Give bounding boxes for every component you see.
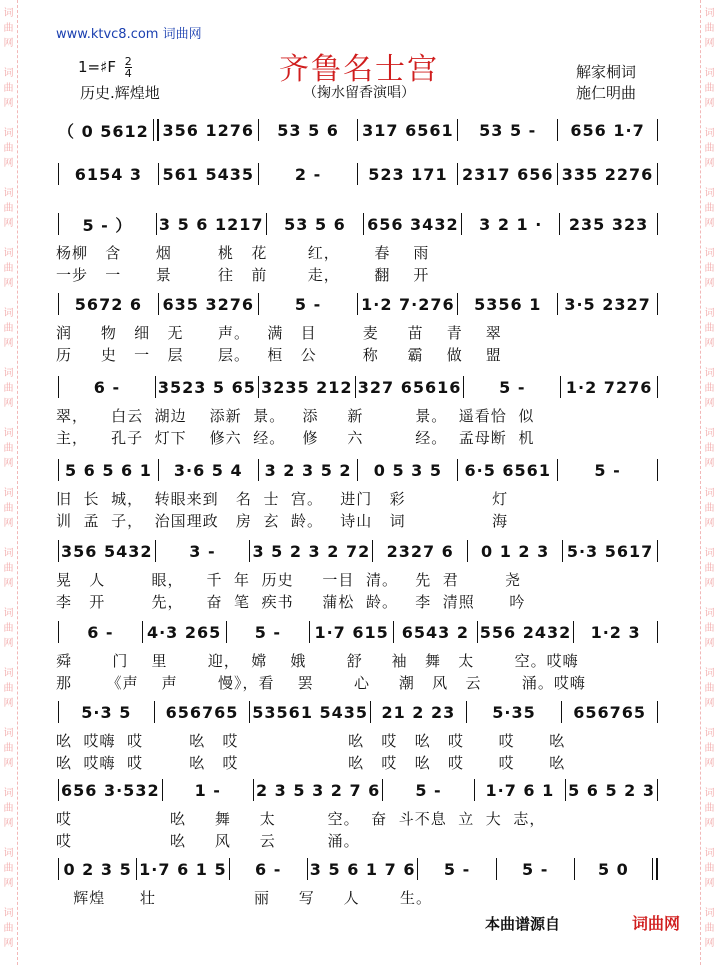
lyric-line-1: 旧 长 城， 转眼来到 名 士 宫。 进门 彩 灯 — [56, 490, 509, 508]
measure: 6 - — [87, 622, 114, 642]
barline — [253, 779, 254, 801]
measure: 1 - — [194, 780, 221, 800]
measure: 1·2 3 — [590, 622, 641, 642]
barline — [657, 459, 658, 481]
measure: 5 - ） — [82, 215, 133, 235]
barline — [382, 779, 383, 801]
barline — [557, 119, 558, 141]
measure: 5·35 — [492, 702, 536, 722]
measure: 6 - — [93, 377, 121, 397]
watermark-mark: 词 曲 网 — [3, 188, 14, 229]
barline — [557, 163, 558, 185]
barline — [477, 621, 478, 643]
barline — [657, 293, 658, 315]
watermark-mark: 词 曲 网 — [3, 68, 14, 109]
barline — [58, 213, 59, 235]
measure: 3 - — [189, 541, 216, 561]
watermark-right — [700, 0, 718, 965]
measure: 6 - — [255, 859, 282, 879]
measure: 3·5 2327 — [564, 294, 651, 314]
tempo-marking: 历史.辉煌地 — [80, 84, 160, 102]
lyric-line-1: 润 物 细 无 声。 满 目 麦 苗 青 翠 — [56, 324, 502, 342]
barline — [136, 858, 137, 880]
barline — [249, 540, 250, 562]
barline — [370, 701, 371, 723]
barline — [162, 779, 163, 801]
watermark-mark: 词 曲 网 — [3, 608, 14, 649]
measure: 5 - — [499, 377, 526, 397]
barline — [463, 376, 464, 398]
barline — [457, 459, 458, 481]
barline — [58, 621, 59, 643]
footer-logo[interactable]: 词曲网 — [632, 914, 681, 933]
barline — [657, 621, 658, 643]
barline — [561, 701, 562, 723]
barline — [457, 119, 458, 141]
watermark-mark: 词 曲 网 — [704, 128, 715, 169]
measure: 1·7 6 1 5 — [139, 859, 227, 879]
measure: 5·3 5617 — [566, 541, 654, 561]
watermark-mark: 词 曲 网 — [3, 428, 14, 469]
measure: 356 1276 — [162, 120, 254, 140]
staff-notes — [56, 373, 660, 401]
measure: （ 0 5612 — [58, 121, 149, 141]
barline — [652, 858, 658, 880]
measure: 5 - — [443, 859, 471, 879]
barline — [574, 858, 575, 880]
barline — [249, 701, 250, 723]
measure: 3·6 5 4 — [173, 460, 243, 480]
barline — [557, 459, 558, 481]
composer: 施仁明曲 — [576, 84, 637, 102]
watermark-mark: 词 曲 网 — [3, 8, 14, 49]
measure: 4·3 265 — [146, 622, 222, 642]
lyric-line-1: 舜 门 里 迎， 嫦 娥 舒 袖 舞 太 空。哎嗨 — [56, 652, 579, 670]
watermark-mark: 词 曲 网 — [704, 188, 715, 229]
measure: 556 2432 — [479, 622, 572, 642]
measure: 1·2 7·276 — [361, 294, 455, 314]
barline — [393, 621, 394, 643]
barline — [266, 213, 267, 235]
measure: 6543 2 — [401, 622, 469, 642]
lyric-line-2: 主， 孔子 灯下 修六 经。 修 六 经。 孟母断 机 — [56, 429, 535, 447]
watermark-mark: 词 曲 网 — [3, 248, 14, 289]
measure: 2327 6 — [386, 541, 454, 561]
lyric-line-1: 杨柳 含 烟 桃 花 红， 春 雨 — [56, 244, 430, 262]
barline — [58, 779, 59, 801]
watermark-mark: 词 曲 网 — [704, 548, 715, 589]
barline — [372, 540, 373, 562]
measure: 5·3 5 — [81, 702, 132, 722]
lyric-line-2: 哎 吆 风 云 涌。 — [56, 832, 360, 850]
staff-line — [56, 210, 660, 238]
staff-notes — [56, 618, 660, 646]
measure: 5 - — [294, 294, 322, 314]
watermark-mark: 词 曲 网 — [704, 908, 715, 949]
watermark-mark: 词 曲 网 — [3, 908, 14, 949]
measure: 1·7 6 1 — [485, 780, 555, 800]
staff-notes — [56, 210, 660, 238]
watermark-mark: 词 曲 网 — [704, 608, 715, 649]
measure: 317 6561 — [362, 120, 454, 140]
singer: （掬水留香演唱） — [303, 85, 415, 101]
watermark-mark: 词 曲 网 — [3, 728, 14, 769]
measure: 53 5 6 — [284, 214, 346, 234]
measure: 5 0 — [597, 859, 629, 879]
barline — [417, 858, 418, 880]
watermark-mark: 词 曲 网 — [3, 488, 14, 529]
site-url[interactable] — [56, 23, 202, 42]
measure: 656765 — [573, 702, 647, 722]
barline — [155, 376, 156, 398]
lyric-line-2: 李 开 先， 奋 笔 疾书 蒲松 龄。 李 清照 吟 — [56, 593, 526, 611]
staff-notes — [56, 698, 660, 726]
measure: 3235 212 — [261, 377, 353, 397]
measure: 561 5435 — [162, 164, 254, 184]
watermark-mark: 词 曲 网 — [704, 308, 715, 349]
measure: 656 3432 — [367, 214, 459, 234]
measure: 2 3 5 3 2 7 6 — [255, 780, 381, 800]
measure: 3523 5 65 — [157, 377, 256, 397]
measure: 523 171 — [368, 164, 448, 184]
measure: 3 5 6 1217 — [158, 214, 264, 234]
staff-line — [56, 698, 660, 726]
measure: 235 323 — [568, 214, 649, 234]
staff-line — [56, 116, 660, 144]
watermark-mark: 词 曲 网 — [3, 548, 14, 589]
measure: 1·7 615 — [314, 622, 389, 642]
barline — [357, 293, 358, 315]
barline — [142, 621, 143, 643]
staff-line — [56, 373, 660, 401]
key-signature — [78, 56, 132, 79]
measure: 21 2 23 — [381, 702, 456, 722]
lyric-line-1: 翠， 白云 湖边 添新 景。 添 新 景。 遥看恰 似 — [56, 407, 535, 425]
measure: 6·5 6561 — [464, 460, 551, 480]
time-top: 2 — [124, 55, 132, 68]
barline — [573, 621, 574, 643]
barline — [457, 293, 458, 315]
barline — [58, 459, 59, 481]
lyric-line-2: 那 《声 声 慢》，看 罢 心 潮 风 云 涌。哎嗨 — [56, 674, 586, 692]
staff-line — [56, 776, 660, 804]
barline — [565, 779, 566, 801]
barline — [58, 540, 59, 562]
lyric-line-1: 辉煌 壮 丽 写 人 生。 — [56, 889, 433, 907]
lyric-line-1: 哎 吆 舞 太 空。 奋 斗不息 立 大 志， — [56, 810, 546, 828]
barline — [154, 701, 155, 723]
staff-notes — [56, 456, 660, 484]
barline — [357, 119, 358, 141]
watermark-mark: 词 曲 网 — [704, 788, 715, 829]
measure: 0 1 2 3 — [481, 541, 550, 561]
barline — [557, 293, 558, 315]
measure: 2 - — [294, 164, 322, 184]
barline — [466, 701, 467, 723]
barline — [657, 119, 658, 141]
lyricist: 解家桐词 — [576, 63, 637, 81]
barline — [153, 119, 159, 141]
measure: 2317 656 — [461, 164, 554, 184]
watermark-mark: 词 曲 网 — [704, 368, 715, 409]
measure: 3 2 3 5 2 — [264, 460, 352, 480]
measure: 0 2 3 5 — [63, 859, 132, 879]
barline — [657, 163, 658, 185]
watermark-mark: 词 曲 网 — [704, 668, 715, 709]
lyric-line-2: 历 史 一 层 层。 桓 公 称 霸 做 盟 — [56, 346, 502, 364]
lyric-line-1: 吆 哎嗨 哎 吆 哎 吆 哎 吆 哎 哎 吆 — [56, 732, 566, 750]
barline — [58, 376, 59, 398]
measure: 656 3·532 — [61, 780, 160, 800]
staff-line — [56, 456, 660, 484]
barline — [560, 376, 561, 398]
watermark-mark: 词 曲 网 — [704, 8, 715, 49]
barline — [258, 119, 259, 141]
measure: 1·2 7276 — [565, 377, 653, 397]
barline — [158, 459, 159, 481]
measure: 53 5 - — [479, 120, 537, 140]
site-name[interactable]: 词曲网 — [162, 27, 202, 42]
barline — [474, 779, 475, 801]
staff-line — [56, 290, 660, 318]
barline — [457, 163, 458, 185]
staff-notes — [56, 290, 660, 318]
key-text: 1=♯F — [78, 58, 116, 76]
measure: 5 - — [522, 859, 549, 879]
lyric-line-2: 训 孟 子， 治国理政 房 玄 龄。 诗山 词 海 — [56, 512, 509, 530]
staff-line — [56, 855, 660, 883]
staff-notes — [56, 855, 660, 883]
measure: 53 5 6 — [277, 120, 339, 140]
watermark-mark: 词 曲 网 — [704, 728, 715, 769]
measure: 656765 — [165, 702, 239, 722]
barline — [657, 540, 658, 562]
measure: 5 - — [254, 622, 282, 642]
measure: 5 - — [594, 460, 621, 480]
measure: 53561 5435 — [252, 702, 369, 722]
barline — [58, 701, 59, 723]
staff-line — [56, 537, 660, 565]
measure: 5356 1 — [474, 294, 542, 314]
time-signature — [125, 56, 132, 79]
barline — [355, 376, 356, 398]
barline — [156, 213, 157, 235]
barline — [229, 858, 230, 880]
watermark-mark: 词 曲 网 — [704, 248, 715, 289]
staff-notes — [56, 116, 660, 144]
barline — [357, 163, 358, 185]
lyric-line-2: 一步 一 景 往 前 走， 翻 开 — [56, 266, 430, 284]
barline — [58, 163, 59, 185]
lyric-line-1: 晃 人 眼， 千 年 历史 一目 清。 先 君 尧 — [56, 571, 521, 589]
watermark-mark: 词 曲 网 — [3, 668, 14, 709]
measure: 5 6 5 2 3 — [568, 780, 656, 800]
lyric-line-2: 吆 哎嗨 哎 吆 哎 吆 哎 吆 哎 哎 吆 — [56, 754, 566, 772]
barline — [657, 376, 658, 398]
watermark-mark: 词 曲 网 — [3, 368, 14, 409]
song-title: 齐鲁名士宫 — [279, 52, 439, 87]
watermark-mark: 词 曲 网 — [704, 488, 715, 529]
barline — [357, 459, 358, 481]
watermark-mark: 词 曲 网 — [704, 68, 715, 109]
measure: 6154 3 — [74, 164, 143, 184]
barline — [657, 213, 658, 235]
watermark-left — [0, 0, 18, 965]
measure: 5 - — [415, 780, 442, 800]
staff-line — [56, 618, 660, 646]
measure: 5 6 5 6 1 — [64, 460, 152, 480]
measure: 356 5432 — [61, 541, 153, 561]
measure: 3 2 1 · — [479, 214, 543, 234]
watermark-mark: 词 曲 网 — [3, 788, 14, 829]
barline — [307, 858, 308, 880]
barline — [559, 213, 560, 235]
staff-line — [56, 160, 660, 188]
site-url-text[interactable]: www.ktvc8.com — [56, 27, 159, 42]
barline — [496, 858, 497, 880]
measure: 327 65616 — [357, 377, 462, 397]
barline — [226, 621, 227, 643]
barline — [461, 213, 462, 235]
barline — [309, 621, 310, 643]
barline — [258, 459, 259, 481]
measure: 635 3276 — [162, 294, 254, 314]
staff-notes — [56, 537, 660, 565]
barline — [158, 293, 159, 315]
barline — [155, 540, 156, 562]
measure: 3 5 2 3 2 72 — [252, 541, 371, 561]
barline — [258, 293, 259, 315]
staff-notes — [56, 160, 660, 188]
watermark-mark: 词 曲 网 — [704, 428, 715, 469]
watermark-mark: 词 曲 网 — [704, 848, 715, 889]
barline — [657, 701, 658, 723]
barline — [258, 163, 259, 185]
barline — [58, 858, 59, 880]
barline — [467, 540, 468, 562]
footer-source: 本曲谱源自 — [485, 915, 561, 933]
barline — [158, 163, 159, 185]
barline — [363, 213, 364, 235]
measure: 3 5 6 1 7 6 — [309, 859, 416, 879]
time-bottom: 4 — [124, 67, 132, 80]
measure: 0 5 3 5 — [373, 460, 443, 480]
measure: 335 2276 — [561, 164, 654, 184]
measure: 656 1·7 — [570, 120, 645, 140]
barline — [657, 779, 658, 801]
staff-notes — [56, 776, 660, 804]
watermark-mark: 词 曲 网 — [3, 848, 14, 889]
barline — [562, 540, 563, 562]
watermark-mark: 词 曲 网 — [3, 128, 14, 169]
barline — [58, 293, 59, 315]
watermark-mark: 词 曲 网 — [3, 308, 14, 349]
measure: 5672 6 — [74, 294, 143, 314]
barline — [258, 376, 259, 398]
